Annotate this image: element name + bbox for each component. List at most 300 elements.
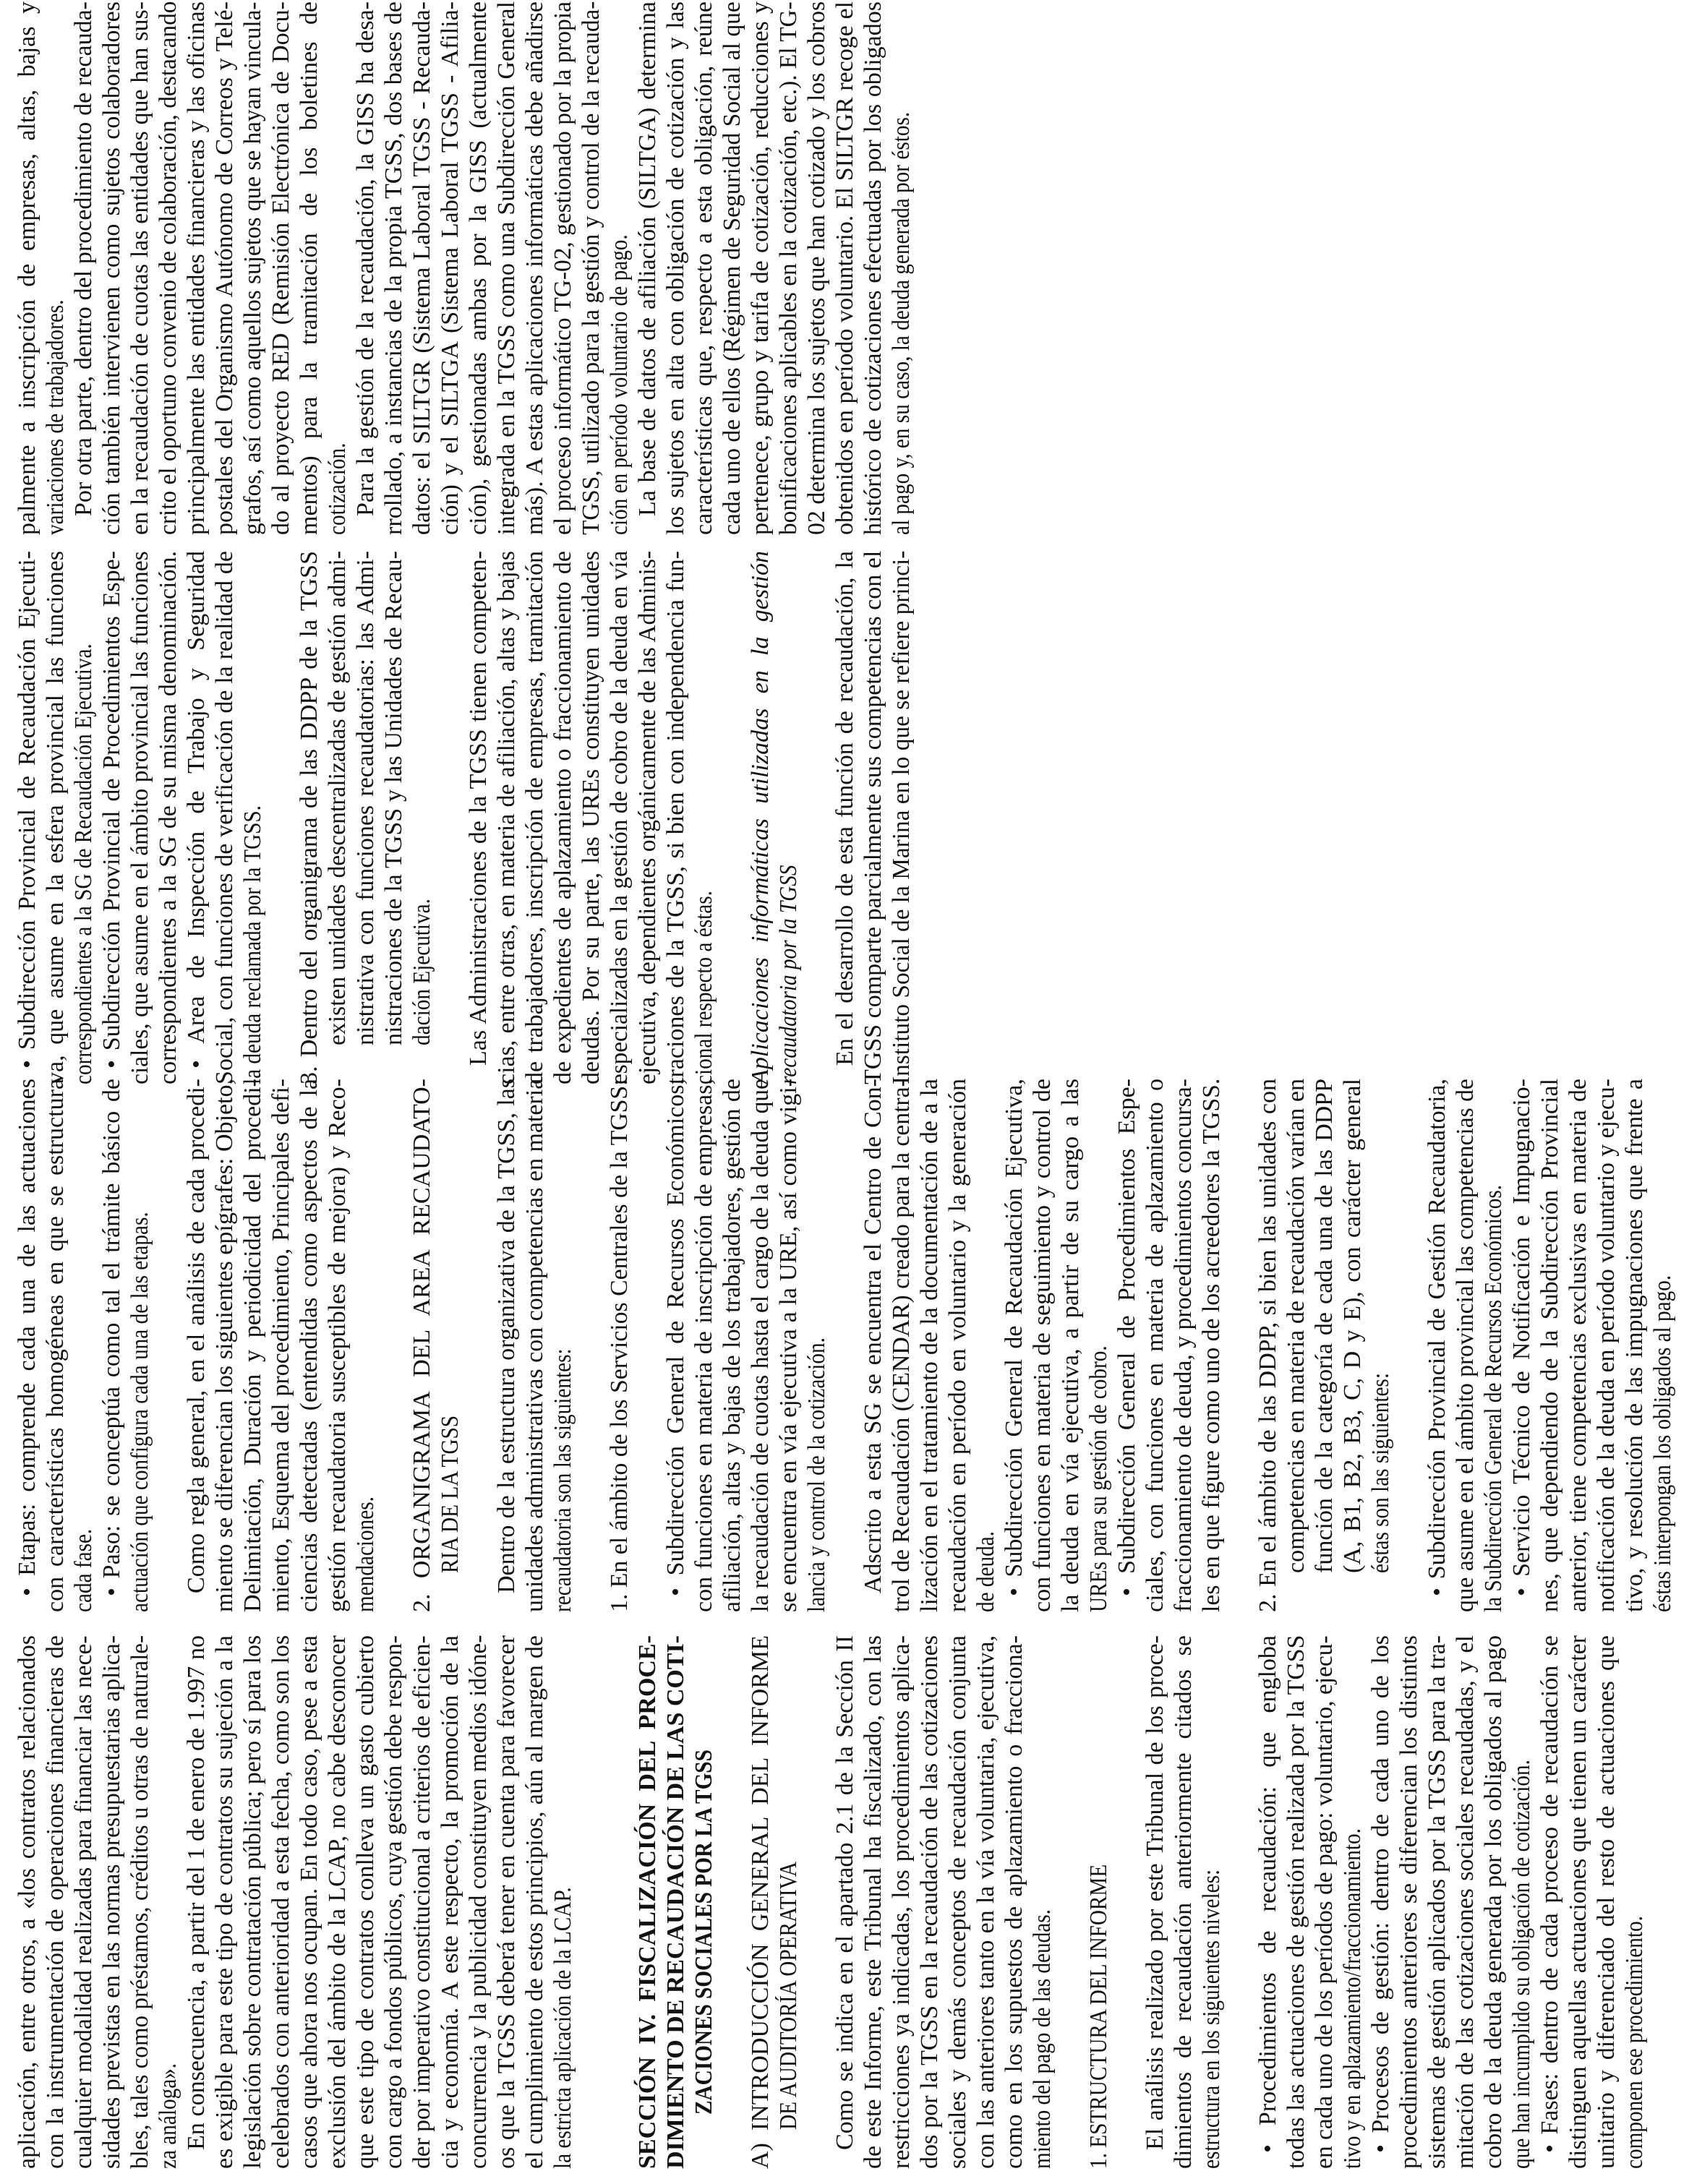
line-text: con características homogéneas en que se estructura [42, 1079, 69, 1612]
section-heading-line [662, 1635, 690, 2169]
text-line [1479, 1635, 1508, 2169]
text-line [351, 1079, 380, 1612]
line-text: procedimientos anteriores se diferencian los distintos [1395, 1635, 1422, 2169]
text-line [831, 1635, 859, 2169]
text-line [239, 1079, 267, 1612]
line-text: éstas son las siguientes: [1367, 1373, 1394, 1573]
text-line [380, 551, 408, 1084]
line-text: los sujetos en alta con obligación de cotización y las [662, 1, 689, 535]
line-text: la deuda en vía ejecutiva, a partir de su cargo a las [1057, 1079, 1084, 1612]
text-line [1479, 1079, 1508, 1612]
text-line [210, 551, 239, 1084]
line-text: existen unidades descentralizadas de gestión admi- [324, 550, 351, 1045]
text-line [1564, 1635, 1592, 2169]
line-text: • Subdirección Provincial de Procedimientos Espe- [98, 551, 125, 1069]
text-line [1141, 1079, 1169, 1612]
line-text: recaudación en período en voluntario y la generación [944, 1079, 971, 1612]
line-text: Como regla general, en el análisis de cada procedi- [183, 1079, 210, 1593]
line-text: cobro de la deuda generada por los obligados al pago [1480, 1635, 1507, 2169]
line-text: traciones de la TGSS, si bien con independencia fun- [662, 551, 689, 1084]
line-text: con la instrumentación de operaciones financieras de [42, 1635, 69, 2169]
line-text: con funciones en materia de seguimiento y control de [1029, 1079, 1056, 1612]
line-text: distinguen aquellas actuaciones que tienen un carácter [1565, 1635, 1591, 2169]
text-line [267, 1, 295, 535]
text-line [436, 1079, 464, 1612]
blank-line [380, 1079, 408, 1612]
text-line [182, 1079, 210, 1612]
text-line [126, 551, 154, 1084]
text-line [239, 1635, 267, 2169]
text-line [1169, 1079, 1197, 1612]
line-text: tivo y en aplazamiento/fraccionamiento. [1339, 1828, 1366, 2169]
text-line [1451, 1635, 1479, 2169]
text-line [126, 1635, 154, 2169]
line-text: variaciones de trabajadores. [42, 299, 69, 535]
line-text: fraccionamiento de deuda, y procedimientos concursa- [1170, 1079, 1197, 1612]
bullet-line [98, 1079, 126, 1612]
bullet-line [1536, 1635, 1564, 2169]
text-line [746, 1, 774, 535]
line-text: der por imperativo constitucional a criterios de eficien- [409, 1635, 435, 2169]
line-text: TGSS, utilizado para la gestión y control de la recauda- [578, 1, 604, 535]
line-text: • Area de Inspección de Trabajo y Seguridad [183, 551, 210, 1069]
text-line [718, 1079, 746, 1612]
blank-line [1395, 1079, 1423, 1612]
line-text: especializadas en la gestión de cobro de la deuda en vía [606, 550, 633, 1084]
text-line [41, 1, 69, 535]
blank-line [1226, 1635, 1254, 2169]
text-line [1254, 1079, 1282, 1612]
line-text: la deuda reclamada por la TGSS. [239, 805, 266, 1084]
line-text: integrada en la TGSS como una Subdirección General [493, 1, 520, 535]
text-line [239, 1, 267, 535]
text-line [69, 1079, 98, 1612]
text-line [267, 1635, 295, 2169]
line-text: miento del pago de las deudas. [1029, 1909, 1056, 2169]
text-line [1028, 1079, 1056, 1612]
text-line [1197, 1635, 1226, 2169]
text-line [718, 1, 746, 535]
column-1 [13, 1635, 1649, 2169]
line-text: palmente a inscripción de empresas, altas, bajas y [14, 1, 40, 535]
line-text: RIA DE LA TGSS [437, 1416, 463, 1573]
line-text: Instituto Social de la Marina en lo que se refiere princi- [888, 550, 915, 1084]
line-text: mentos) para la tramitación de los boletines de [296, 1, 322, 535]
text-line [633, 1, 662, 535]
text-line [1620, 1635, 1649, 2169]
line-text: En el desarrollo de esta función de recaudación, la [831, 551, 858, 1066]
text-line [182, 1635, 210, 2169]
text-line [859, 1, 887, 535]
line-text: en cada uno de los períodos de pago: voluntario, ejecu- [1311, 1635, 1338, 2169]
text-line [1395, 1635, 1423, 2169]
text-line [831, 551, 859, 1084]
blank-line [1056, 1635, 1085, 2169]
blank-line [718, 1635, 746, 2169]
blank-line [831, 1079, 859, 1612]
line-text: ZACIONES SOCIALES POR LA TGSS [690, 1749, 717, 2115]
line-text: • Servicio Técnico de Notificación e Impugnacio- [1508, 1079, 1535, 1596]
line-text: 02 determina los sujetos que han cotizado y los cobros [803, 1, 830, 535]
line-text: celebrados con anterioridad a esta fecha, como son los [268, 1635, 294, 2169]
text-line [1282, 1635, 1310, 2169]
line-text: cualquier modalidad realizadas para financiar las nece- [70, 1635, 97, 2169]
text-line [295, 1, 323, 535]
line-text: sidades previstas en las normas presupuestarias aplica- [98, 1635, 125, 2169]
text-line [774, 1079, 803, 1612]
line-text: nes, que dependiendo de la Subdirección Provincial [1536, 1079, 1563, 1612]
line-text: Dentro de la estructura organizativa de la TGSS, las [493, 1079, 520, 1593]
line-text: se encuentra en vía ejecutiva a la URE, así como vigi- [775, 1079, 802, 1612]
text-line [323, 551, 351, 1084]
text-line [859, 551, 887, 1084]
line-text: El análisis realizado por este Tribunal de los proce- [1142, 1635, 1168, 2150]
line-text: SECCIÓN IV. FISCALIZACIÓN DEL PROCE- [634, 1635, 661, 2169]
line-text: (A, B1, B2, B3, C, D y E), con carácter general [1339, 1079, 1366, 1573]
column-4 [13, 1, 915, 535]
bullet-line [1254, 1635, 1282, 2169]
text-line [577, 1, 605, 535]
line-text: Adscrito a esta SG se encuentra el Centro de Con- [860, 1079, 886, 1593]
text-line [521, 1635, 549, 2169]
line-text: función de la categoría de cada una de las DDPP [1311, 1079, 1338, 1573]
text-line [915, 1079, 944, 1612]
text-line [774, 1, 803, 535]
line-text: como en los supuestos de aplazamiento o fracciona- [1001, 1635, 1027, 2169]
blank-line [577, 1635, 605, 2169]
text-line [13, 1, 41, 535]
line-text: afiliación, altas y bajas de los trabajadores, gestión de [719, 1079, 745, 1612]
line-text: dimientos de recaudación anteriormente citados se [1170, 1635, 1197, 2169]
text-line [1367, 1079, 1395, 1612]
line-text: cias, entre otras, en materia de afiliación, altas y bajas [493, 551, 520, 1084]
text-line [1282, 1079, 1310, 1612]
line-text: que han incumplido su obligación de cotización. [1508, 1760, 1535, 2169]
line-text: miento, Esquema del procedimiento, Principales defi- [268, 1079, 294, 1612]
blank-line [803, 1635, 831, 2169]
line-text: rrollado, a instancias de la propia TGSS, dos bases de [380, 1, 407, 535]
line-text: bonificaciones aplicables en la cotización, etc.). El TG- [775, 1, 802, 535]
line-text: la estricta aplicación de la LCAP. [550, 1887, 576, 2169]
text-line [69, 1635, 98, 2169]
line-text: datos: el SILTGR (Sistema Laboral TGSS - Recauda- [409, 1, 435, 535]
line-text: • Subdirección General de Recursos Económicos, [662, 1079, 689, 1596]
text-line [295, 1635, 323, 2169]
line-text: el proceso informático TG-02, gestionado por la propia [550, 1, 576, 535]
line-text: sociales y demás conceptos de recaudación conjunta [944, 1635, 971, 2169]
line-text: casos que ahora nos ocupan. En todo caso, pese a esta [296, 1635, 322, 2169]
line-text: actuación que configura cada una de las etapas. [127, 1212, 153, 1612]
line-text: pertenece, grupo y tarifa de cotización, reducciones y [747, 1, 774, 535]
column-3 [13, 551, 915, 1084]
text-line [126, 1079, 154, 1612]
text-line [41, 551, 69, 1084]
text-line [549, 1635, 577, 2169]
text-line [1564, 1079, 1592, 1612]
text-line [267, 1079, 295, 1612]
text-line [1649, 1079, 1677, 1612]
text-line [1620, 1079, 1649, 1612]
line-text: competencias en materia de recaudación varían en [1283, 1079, 1309, 1573]
text-line [1310, 1635, 1338, 2169]
line-text: trol de Recaudación (CENDAR) creado para la centra- [888, 1079, 915, 1612]
line-text: • Fases: dentro de cada proceso de recaudación se [1536, 1635, 1563, 2153]
text-line [1423, 1635, 1451, 2169]
line-text: bles, tales como préstamos, créditos u otras de naturale- [127, 1635, 153, 2169]
line-text: crito el oportuno convenio de colaboración, destacando [155, 1, 181, 535]
line-text: Social, con funciones de verificación de la realidad de [211, 551, 238, 1084]
blank-line [718, 551, 746, 1084]
line-text: do al proyecto RED (Remisión Electrónica de Docu- [268, 1, 294, 535]
text-line [69, 551, 98, 1084]
line-text: miento se diferencian los siguientes epígrafes: Objeto, [211, 1079, 238, 1612]
text-line [859, 1635, 887, 2169]
line-text: ciencias detectadas (entendidas como aspectos de la [296, 1079, 322, 1612]
line-text: Las Administraciones de la TGSS tienen competen- [465, 551, 492, 1066]
line-text: • Procesos de gestión: dentro de cada uno de los [1367, 1635, 1394, 2153]
line-text: de deuda. [972, 1530, 999, 1612]
line-text: • Subdirección Provincial de Recaudación Ejecuti- [14, 551, 40, 1069]
text-line [13, 1635, 41, 2169]
text-line [1085, 1635, 1113, 2169]
text-line [464, 1635, 492, 2169]
text-line [605, 1079, 633, 1612]
blank-line [436, 551, 464, 1084]
line-text: • Etapas: comprende cada una de las actuaciones [14, 1079, 40, 1596]
bullet-line [182, 551, 210, 1084]
text-line [464, 1, 492, 535]
line-text: DE AUDITORÍA OPERATIVA [775, 1862, 802, 2130]
line-text: cada fase. [70, 1528, 97, 1612]
text-line [323, 1, 351, 535]
bullet-line [1367, 1635, 1395, 2169]
line-text: dación Ejecutiva. [409, 899, 435, 1045]
text-line [239, 551, 267, 1084]
line-text: gestión recaudatoria susceptibles de mejora) y Reco- [324, 1079, 351, 1612]
text-line [690, 1079, 718, 1612]
line-text: les en que figure como uno de los acreedores la TGSS. [1198, 1078, 1225, 1612]
text-line [549, 551, 577, 1084]
text-line [803, 1079, 831, 1612]
text-line [408, 1635, 436, 2169]
line-text: más). A estas aplicaciones informáticas debe añadirse [521, 1, 548, 535]
line-text: ción), gestionadas ambas por la GISS (actualmente [465, 1, 492, 535]
text-line [803, 1, 831, 535]
text-line [972, 1635, 1000, 2169]
line-text: de expedientes de aplazamiento o fraccionamiento de [550, 551, 576, 1084]
text-line [182, 1, 210, 535]
line-text: lización en el tratamiento de la documentación de a la [916, 1079, 943, 1612]
line-text: la Subdirección General de Recursos Económicos. [1480, 1184, 1507, 1612]
text-line [774, 1635, 803, 2169]
text-line [521, 551, 549, 1084]
text-line [915, 1635, 944, 2169]
text-line [323, 1635, 351, 2169]
text-line [662, 551, 690, 1084]
line-text: nistrativa con funciones recaudatorias: las Admi- [352, 551, 379, 1045]
text-line [887, 1, 915, 535]
text-line [746, 1635, 774, 2169]
line-text: unidades administrativas con competencias en materia [521, 1078, 548, 1612]
text-line [436, 1, 464, 535]
line-text: cional respecto a éstas. [690, 891, 717, 1084]
text-line [1592, 1635, 1620, 2169]
column-2 [13, 1079, 1677, 1612]
line-text: exclusión del ámbito de la LCAP, no cabe desconocer [324, 1635, 351, 2169]
subheading-line [746, 551, 774, 1084]
line-text: concurrencia y la publicidad constituyen medios idóne- [465, 1635, 492, 2169]
text-line [351, 551, 380, 1084]
text-line [1141, 1635, 1169, 2169]
line-text: Aplicaciones informáticas utilizadas en la gestión [747, 551, 774, 1084]
text-line [1085, 1079, 1113, 1612]
line-text: DIMIENTO DE RECAUDACIÓN DE LAS COTI- [662, 1635, 689, 2169]
line-text: éstas interpongan los obligados al pago. [1649, 1275, 1676, 1612]
text-line [887, 1079, 915, 1612]
line-text: con cargo a fondos públicos, cuya gestión debe respon- [380, 1635, 407, 2169]
text-line [41, 1635, 69, 2169]
line-text: mitación de las cotizaciones sociales recaudadas, y el [1452, 1635, 1479, 2169]
line-text: cia y economía. A este respecto, la promoción de la [437, 1635, 463, 2169]
text-line [492, 551, 521, 1084]
text-line [1451, 1079, 1479, 1612]
text-line [1197, 1079, 1226, 1612]
line-text: os que la TGSS deberá tener en cuenta para favorecer [493, 1635, 520, 2169]
line-text: que este tipo de contratos conlleva un gasto cubierto [352, 1635, 379, 2169]
text-line [605, 551, 633, 1084]
line-text: de trabajadores, inscripción de empresas, tramitación [521, 551, 548, 1084]
text-line [492, 1079, 521, 1612]
line-text: la recaudación de cuotas hasta el cargo de la deuda que [747, 1079, 774, 1612]
line-text: al pago y, en su caso, la deuda generada por éstos. [888, 111, 915, 535]
blank-line [154, 1079, 182, 1612]
text-line [690, 551, 718, 1084]
text-line [380, 1, 408, 535]
line-text: A) INTRODUCCIÓN GENERAL DEL INFORME [747, 1635, 774, 2169]
line-text: deudas. Por su parte, las UREs constituyen unidades [578, 551, 604, 1084]
text-line [1000, 1635, 1028, 2169]
text-line [521, 1079, 549, 1612]
text-line [1592, 1079, 1620, 1612]
line-text: ción también intervienen como sujetos colaboradores [98, 1, 125, 535]
blank-line [267, 551, 295, 1084]
bullet-line [1423, 1079, 1451, 1612]
text-line [98, 1, 126, 535]
line-text: va, que asume en la esfera provincial las funciones [42, 551, 69, 1084]
text-line [1338, 1079, 1367, 1612]
text-line [69, 1, 98, 535]
line-text: restricciones ya indicadas, los procedimientos aplica- [888, 1635, 915, 2169]
line-text: • Subdirección Provincial de Gestión Recaudatoria, [1424, 1079, 1450, 1596]
blank-line [803, 551, 831, 1084]
line-text: La base de datos de afiliación (SILTGA) determina [634, 1, 661, 516]
text-line [1056, 1079, 1085, 1612]
text-line [746, 1079, 774, 1612]
line-text: UREs para su gestión de cobro. [1085, 1345, 1112, 1612]
line-text: ciales, con funciones en materia de aplazamiento o [1142, 1079, 1168, 1612]
text-line [887, 1635, 915, 2169]
line-text: cada uno de ellos (Régimen de Seguridad Social al que [719, 1, 745, 535]
text-line [295, 1079, 323, 1612]
blank-line [577, 1079, 605, 1612]
line-text: dos por la TGSS en la recaudación de las cotizaciones [916, 1635, 943, 2169]
text-line [98, 1635, 126, 2169]
text-line [323, 1079, 351, 1612]
text-line [633, 551, 662, 1084]
text-line [408, 1, 436, 535]
text-line [41, 1079, 69, 1612]
line-text: nistraciones de la TGSS y las Unidades de Recau- [380, 551, 407, 1045]
line-text: mendaciones. [352, 1496, 379, 1612]
line-text: histórico de cotizaciones efectuadas por los obligados [860, 1, 886, 535]
line-text: lancia y control de la cotización. [803, 1337, 830, 1612]
line-text: todas las actuaciones de gestión realizada por la TGSS [1283, 1635, 1309, 2169]
line-text: estructura en los siguientes niveles: [1198, 1869, 1225, 2169]
line-text: correspondientes a la SG de su misma denominación. [155, 551, 181, 1084]
text-line [577, 551, 605, 1084]
text-line [154, 551, 182, 1084]
line-text: grafos, así como aquellos sujetos que se hayan vincula- [239, 1, 266, 535]
line-text: • Subdirección General de Recaudación Ejecutiva, [1001, 1079, 1027, 1596]
line-text: Delimitación, Duración y periodicidad del procedi- [239, 1079, 266, 1612]
line-text: ciales, que asume en el ámbito provincial las funciones [127, 551, 153, 1084]
text-line [464, 551, 492, 1084]
line-text: anterior, tiene competencias exclusivas en materia de [1565, 1079, 1591, 1612]
text-line [521, 1, 549, 535]
line-text: componen ese procedimiento. [1621, 1916, 1648, 2169]
text-line [549, 1, 577, 535]
line-text: aplicación, entre otros, a «los contratos relacionados [14, 1635, 40, 2169]
line-text: correspondientes a la SG de Recaudación Ejecutiva. [70, 643, 97, 1084]
text-line [295, 551, 323, 1084]
text-line [351, 1, 380, 535]
line-text: ción) y el SILTGA (Sistema Laboral TGSS - Afilia- [437, 1, 463, 535]
text-line [436, 1635, 464, 2169]
text-line [210, 1635, 239, 2169]
bullet-line [1000, 1079, 1028, 1612]
line-text: ción en período voluntario de pago. [606, 234, 633, 535]
subheading-line [774, 551, 803, 1084]
line-text: que asume en el ámbito provincial las competencias de [1452, 1079, 1479, 1612]
section-heading-line [690, 1635, 718, 2169]
text-line [408, 551, 436, 1084]
line-text: Como se indica en el apartado 2.1 de la Sección II [831, 1635, 858, 2150]
bullet-line [13, 1079, 41, 1612]
text-line [1508, 1635, 1536, 2169]
line-text: 2. En el ámbito de las DDPP, si bien las unidades con [1254, 1079, 1281, 1612]
text-line [492, 1635, 521, 2169]
section-heading-line [633, 1635, 662, 2169]
text-line [972, 1079, 1000, 1612]
line-text: con funciones en materia de inscripción de empresas, [690, 1079, 717, 1612]
text-line [210, 1079, 239, 1612]
line-text: cotización. [324, 442, 351, 535]
line-text: principalmente las entidades financieras y las oficinas [183, 1, 210, 535]
line-text: tivo, y resolución de las impugnaciones que frente a [1621, 1079, 1648, 1612]
line-text: Por otra parte, dentro del procedimiento de recauda- [70, 1, 97, 516]
line-text: 3. Dentro del organigrama de las DDPP de la TGSS [296, 551, 322, 1084]
line-text: Para la gestión de la recaudación, la GISS ha desa- [352, 1, 379, 516]
text-line [690, 1, 718, 535]
line-text: de este Informe, este Tribunal ha fiscalizado, con las [860, 1635, 886, 2169]
blank-line [1113, 1635, 1141, 2169]
text-line [126, 1, 154, 535]
text-line [1169, 1635, 1197, 2169]
line-text: es exigible para este tipo de contratos su sujeción a la [211, 1635, 238, 2169]
text-line [1028, 1635, 1056, 2169]
line-text: obtenidos en período voluntario. El SILTGR recoge el [831, 1, 858, 535]
line-text: en la recaudación de cuotas las entidades que han sus- [127, 1, 153, 535]
